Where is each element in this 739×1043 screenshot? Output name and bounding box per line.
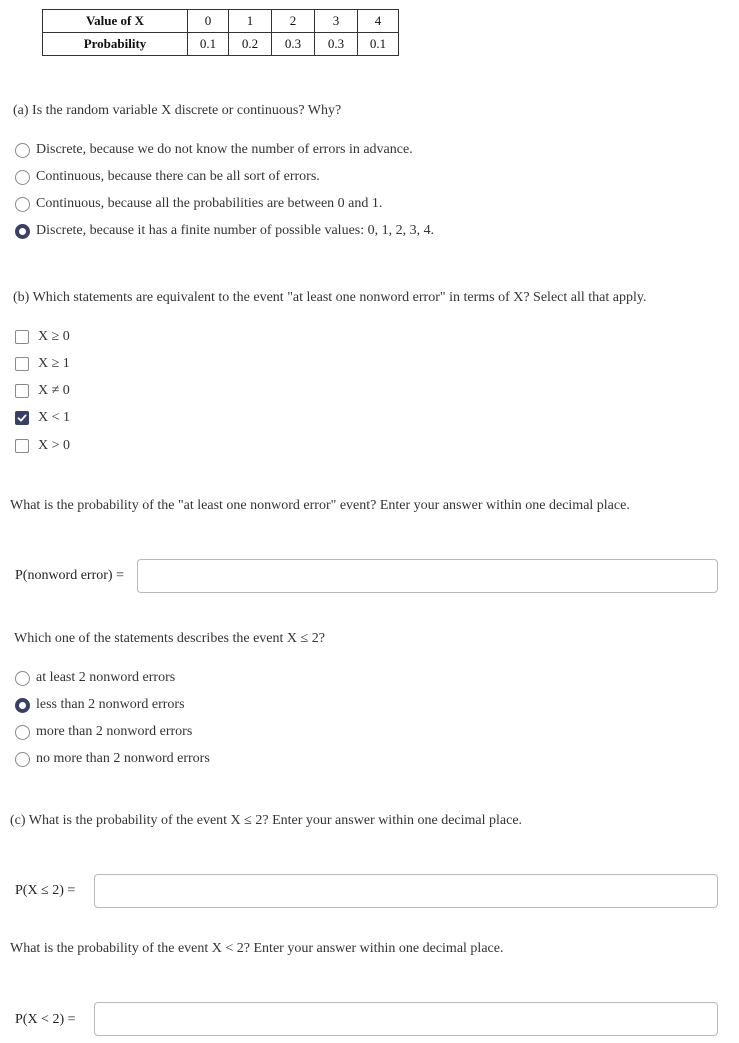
checkbox[interactable] <box>15 439 29 453</box>
checkbox-option[interactable] <box>15 327 70 347</box>
answer-label: P(nonword error) = <box>15 568 124 583</box>
table-cell: 0.3 <box>272 33 315 56</box>
table-cell: 0.1 <box>358 33 399 56</box>
question-c: (c) What is the probability of the event X ≤ 2? Enter your answer within one decimal place. <box>10 813 523 828</box>
checkmark-icon <box>17 413 27 423</box>
option-label: Continuous, because all the probabilities are between 0 and 1. <box>36 196 383 211</box>
question-a: (a) Is the random variable X discrete or continuous? Why? <box>13 103 342 118</box>
radio-option-a-selected[interactable] <box>15 221 434 241</box>
option-label: X < 1 <box>38 410 71 425</box>
table-cell: 0 <box>188 10 229 33</box>
radio-option-b[interactable] <box>15 722 192 742</box>
radio-circle[interactable] <box>15 170 30 185</box>
table-row-header: Probability <box>43 33 188 56</box>
radio-option-a[interactable] <box>15 167 320 187</box>
radio-circle[interactable] <box>15 143 30 158</box>
checkbox-option[interactable] <box>15 436 70 456</box>
option-label: less than 2 nonword errors <box>36 697 185 712</box>
answer-label: P(X ≤ 2) = <box>15 883 76 898</box>
checkbox-option[interactable] <box>15 381 70 401</box>
radio-circle[interactable] <box>15 671 30 686</box>
table-cell: 0.2 <box>229 33 272 56</box>
question-b-event: Which one of the statements describes the event X ≤ 2? <box>14 631 325 646</box>
table-row-values <box>43 10 399 33</box>
table-cell: 0.3 <box>315 33 358 56</box>
option-label: X ≠ 0 <box>38 383 70 398</box>
table-row-header: Value of X <box>43 10 188 33</box>
question-c-2: What is the probability of the event X < 2? Enter your answer within one decimal place. <box>10 941 504 956</box>
checkbox[interactable] <box>15 384 29 398</box>
answer-label: P(X < 2) = <box>15 1012 76 1027</box>
option-label: Continuous, because there can be all sort of errors. <box>36 169 320 184</box>
option-label: no more than 2 nonword errors <box>36 751 210 766</box>
question-b-probability: What is the probability of the "at least one nonword error" event? Enter your answer within one decimal place. <box>10 498 630 513</box>
prob-le-2-answer-field[interactable] <box>94 874 718 908</box>
radio-circle[interactable] <box>15 725 30 740</box>
option-label: X ≥ 1 <box>38 356 70 371</box>
checkbox-checked[interactable] <box>15 411 29 425</box>
table-cell: 0.1 <box>188 33 229 56</box>
radio-circle[interactable] <box>15 752 30 767</box>
question-b: (b) Which statements are equivalent to the event "at least one nonword error" in terms of X? Select all that apply. <box>13 290 647 305</box>
option-label: Discrete, because it has a finite number of possible values: 0, 1, 2, 3, 4. <box>36 223 435 238</box>
table-cell: 2 <box>272 10 315 33</box>
table-row-probabilities <box>43 33 399 56</box>
radio-circle-selected[interactable] <box>15 224 30 239</box>
probability-table <box>42 9 399 56</box>
option-label: more than 2 nonword errors <box>36 724 193 739</box>
radio-option-b[interactable] <box>15 749 210 769</box>
checkbox[interactable] <box>15 330 29 344</box>
checkbox[interactable] <box>15 357 29 371</box>
option-label: X > 0 <box>38 438 71 453</box>
prob-lt-2-answer-field[interactable] <box>94 1002 718 1036</box>
checkbox-option[interactable] <box>15 354 70 374</box>
option-label: at least 2 nonword errors <box>36 670 176 685</box>
radio-option-a[interactable] <box>15 140 413 160</box>
radio-option-b-selected[interactable] <box>15 695 185 715</box>
option-label: Discrete, because we do not know the number of errors in advance. <box>36 142 413 157</box>
nonword-error-answer-field[interactable] <box>137 559 718 593</box>
radio-circle-selected[interactable] <box>15 698 30 713</box>
table-cell: 3 <box>315 10 358 33</box>
radio-circle[interactable] <box>15 197 30 212</box>
option-label: X ≥ 0 <box>38 329 70 344</box>
table-cell: 1 <box>229 10 272 33</box>
checkbox-option-checked[interactable] <box>15 408 70 428</box>
radio-option-a[interactable] <box>15 194 382 214</box>
radio-option-b[interactable] <box>15 668 175 688</box>
table-cell: 4 <box>358 10 399 33</box>
